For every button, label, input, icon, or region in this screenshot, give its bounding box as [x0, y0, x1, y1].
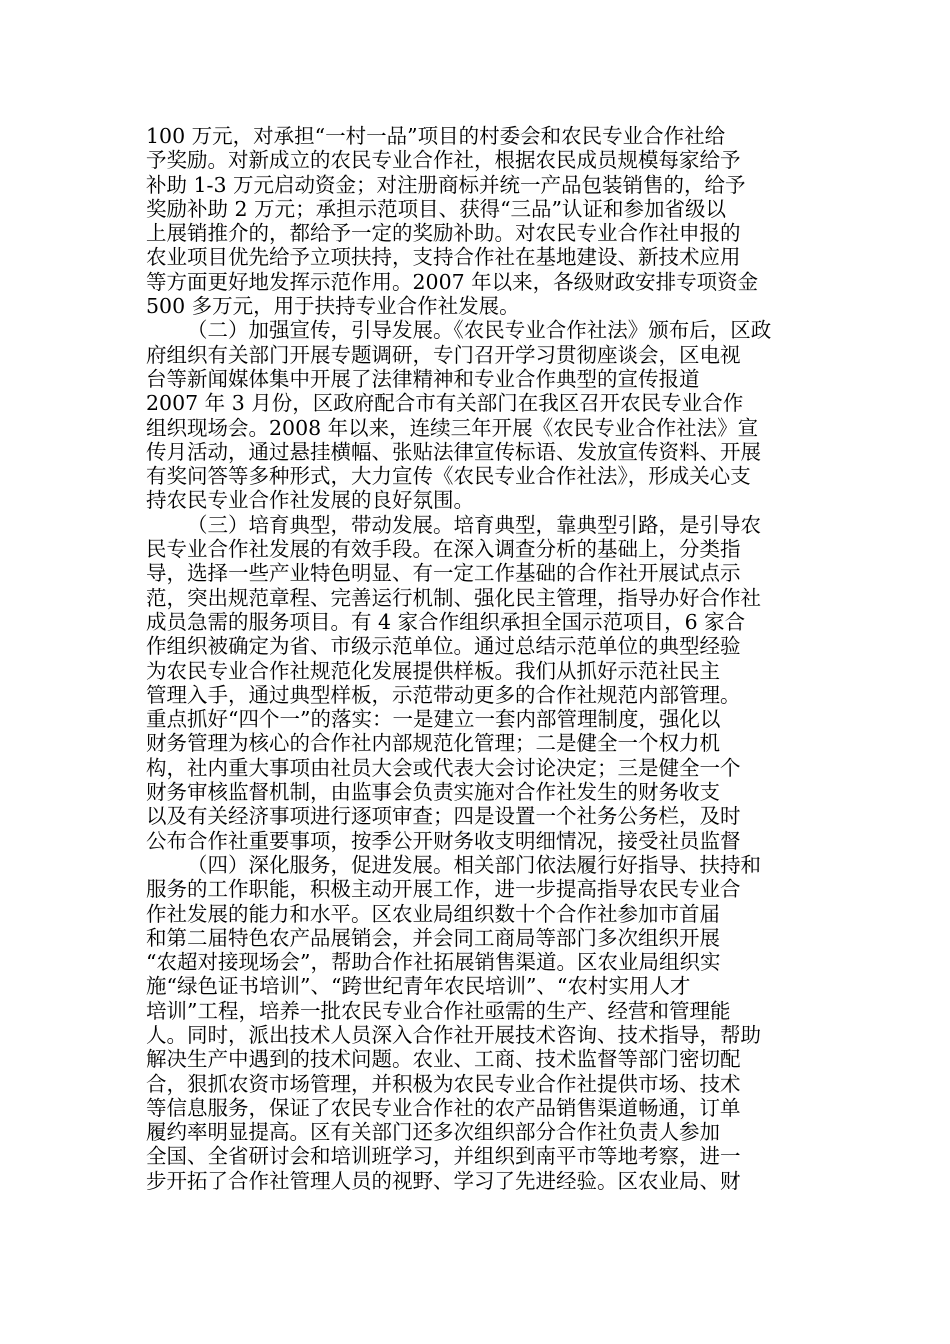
text-line: 农业项目优先给予立项扶持，支持合作社在基地建设、新技术应用: [146, 245, 741, 270]
text-line: 成员急需的服务项目。有 4 家合作组织承担全国示范项目，6 家合: [146, 609, 746, 634]
text-line: 解决生产中遇到的技术问题。农业、工商、技术监督等部门密切配: [146, 1047, 741, 1072]
text-line: 导，选择一些产业特色明显、有一定工作基础的合作社开展试点示: [146, 561, 741, 586]
text-line: 重点抓好“四个一”的落实：一是建立一套内部管理制度，强化以: [146, 707, 721, 732]
text-line: 持农民专业合作社发展的良好氛围。: [146, 488, 474, 513]
text-line: 予奖励。对新成立的农民专业合作社，根据农民成员规模每家给予: [146, 148, 741, 173]
text-line: 步开拓了合作社管理人员的视野、学习了先进经验。区农业局、财: [146, 1168, 741, 1193]
text-line: 财务审核监督机制，由监事会负责实施对合作社发生的财务收支: [146, 780, 720, 805]
text-line: 和第二届特色农产品展销会，并会同工商局等部门多次组织开展: [146, 925, 720, 950]
text-line: 台等新闻媒体集中开展了法律精神和专业合作典型的宣传报道: [146, 366, 700, 391]
text-line: 服务的工作职能，积极主动开展工作，进一步提高指导农民专业合: [146, 877, 741, 902]
text-line: 府组织有关部门开展专题调研，专门召开学习贯彻座谈会，区电视: [146, 342, 741, 367]
text-line: 人。同时，派出技术人员深入合作社开展技术咨询、技术指导，帮助: [146, 1022, 761, 1047]
text-line: 传月活动，通过悬挂横幅、张贴法律宣传标语、发放宣传资料、开展: [146, 439, 761, 464]
text-line: 财务管理为核心的合作社内部规范化管理；二是健全一个权力机: [146, 731, 720, 756]
text-line: 管理入手，通过典型样板，示范带动更多的合作社规范内部管理。: [146, 682, 741, 707]
text-line: 构，社内重大事项由社员大会或代表大会讨论决定；三是健全一个: [146, 755, 741, 780]
text-line: 公布合作社重要事项，按季公开财务收支明细情况，接受社员监督: [146, 828, 741, 853]
document-body: [146, 124, 808, 1193]
section-heading-line: （三）培育典型，带动发展。培育典型，靠典型引路，是引导农: [187, 512, 761, 537]
text-line: 2007 年 3 月份，区政府配合市有关部门在我区召开农民专业合作: [146, 391, 744, 416]
text-line: 民专业合作社发展的有效手段。在深入调查分析的基础上，分类指: [146, 537, 741, 562]
text-line: 有奖问答等多种形式，大力宣传《农民专业合作社法》，形成关心支: [146, 464, 751, 489]
text-line: 履约率明显提高。区有关部门还多次组织部分合作社负责人参加: [146, 1120, 720, 1145]
text-line: 等信息服务，保证了农民专业合作社的农产品销售渠道畅通，订单: [146, 1095, 741, 1120]
text-line: 补助 1-3 万元启动资金；对注册商标并统一产品包装销售的，给予: [146, 172, 746, 197]
text-line: 范，突出规范章程、完善运行机制、强化民主管理，指导办好合作社: [146, 585, 761, 610]
text-line: 作社发展的能力和水平。区农业局组织数十个合作社参加市首届: [146, 901, 720, 926]
text-line: 500 多万元，用于扶持专业合作社发展。: [146, 294, 520, 319]
text-line: “农超对接现场会”，帮助合作社拓展销售渠道。区农业局组织实: [146, 950, 721, 975]
text-line: 奖励补助 2 万元；承担示范项目、获得“三品”认证和参加省级以: [146, 196, 727, 221]
text-line: 作组织被确定为省、市级示范单位。通过总结示范单位的典型经验: [146, 634, 741, 659]
text-line: 培训”工程，培养一批农民专业合作社亟需的生产、经营和管理能: [146, 998, 731, 1023]
text-line: 等方面更好地发挥示范作用。2007 年以来，各级财政安排专项资金: [146, 269, 759, 294]
section-heading-line: （二）加强宣传，引导发展。《农民专业合作社法》颁布后，区政: [187, 318, 772, 343]
text-line: 全国、全省研讨会和培训班学习，并组织到南平市等地考察，进一: [146, 1144, 741, 1169]
text-line: 组织现场会。2008 年以来，连续三年开展《农民专业合作社法》宣: [146, 415, 759, 440]
section-heading-line: （四）深化服务，促进发展。相关部门依法履行好指导、扶持和: [187, 852, 761, 877]
text-line: 上展销推介的，都给予一定的奖励补助。对农民专业合作社申报的: [146, 221, 741, 246]
text-line: 以及有关经济事项进行逐项审查；四是设置一个社务公务栏，及时: [146, 804, 741, 829]
text-line: 为农民专业合作社规范化发展提供样板。我们从抓好示范社民主: [146, 658, 720, 683]
text-line: 合，狠抓农资市场管理，并积极为农民专业合作社提供市场、技术: [146, 1071, 741, 1096]
text-line: 施“绿色证书培训”、“跨世纪青年农民培训”、“农村实用人才: [146, 974, 691, 999]
text-line: 100 万元，对承担“一村一品”项目的村委会和农民专业合作社给: [146, 124, 726, 148]
